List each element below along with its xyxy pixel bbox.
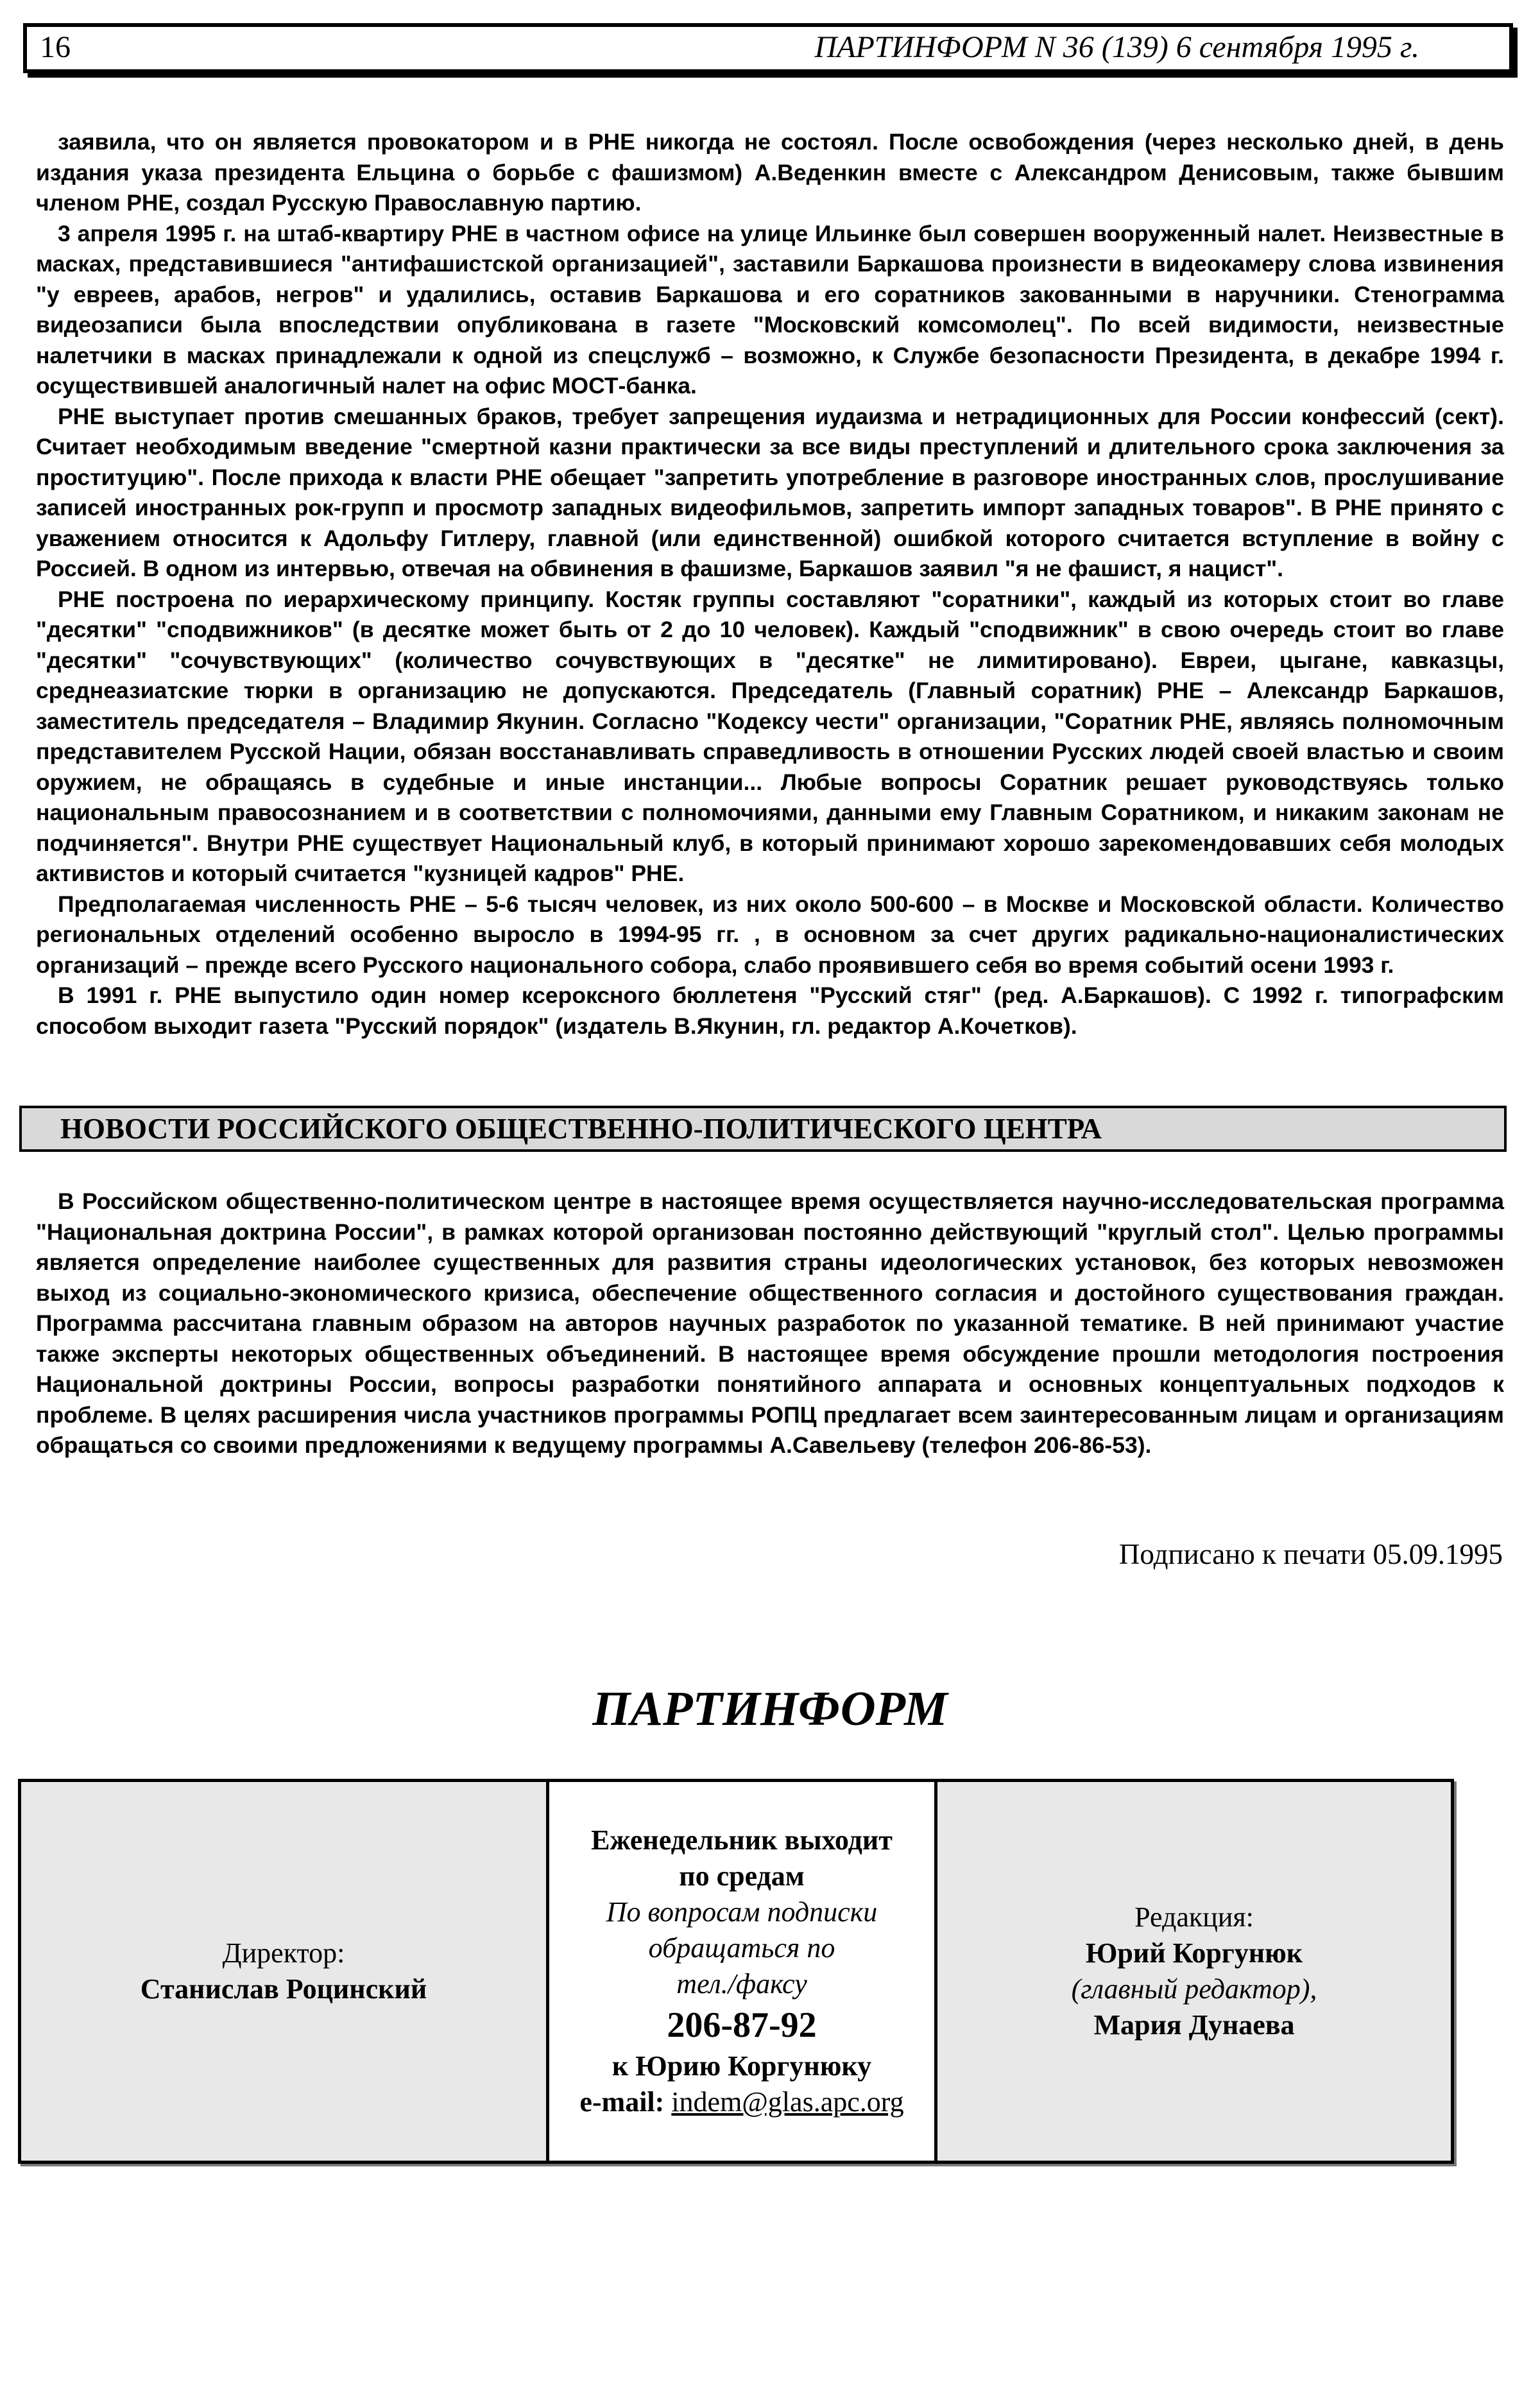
editor-role: (главный редактор), [1071, 1973, 1317, 2005]
phone-number: 206-87-92 [667, 2005, 817, 2045]
email-label: e-mail: [579, 2086, 665, 2118]
weekly-line-1: Еженедельник выходит [591, 1824, 893, 1856]
paragraph: РНЕ построена по иерархическому принципу. Костяк группы составляют "соратники", каждый из которых стоит во главе "десятки" "сподвижников" (в десятке может быть от 2 до 10 человек). Каждый "сподвижник" в свою очередь стоит во главе "десятки" "сочувствующих" (количество сочувствующих в "десятке" не лимитировано). Евреи, цыгане, кавказцы, среднеазиатские тюрки в организацию не допускаются. Председатель (Главный соратник) РНЕ – Александр Баркашов, заместитель председателя – Владимир Якунин. Согласно "Кодексу чести" организации, "Соратник РНЕ, являясь полномочным представителем Русской Нации, обязан восстанавливать справедливость в отношении Русских людей своей властью и своим оружием, не обращаясь в судебные и иные инстанции... Любые вопросы Соратник решает руководствуясь только национальным правосознанием и в соответствии с полномочиями, данными ему Главным Соратником, и никаким законам не подчиняется". Внутри РНЕ существует Национальный клуб, в который принимают хорошо зарекомендовавших себя молодых активистов и который считается "кузницей кадров" РНЕ. [36, 586, 1504, 886]
signed-date: Подписано к печати 05.09.1995 [1118, 1538, 1503, 1570]
director-label: Директор: [222, 1937, 345, 1969]
paragraph: В 1991 г. РНЕ выпустило один номер ксероксного бюллетеня "Русский стяг" (ред. А.Баркашов). С 1992 г. типографским способом выходит газета "Русский порядок" (издатель В.Якунин, гл. редактор А.Кочетков). [36, 982, 1504, 1039]
paragraph: Предполагаемая численность РНЕ – 5-6 тысяч человек, из них около 500-600 – в Москве и Московской области. Количество региональных отделений особенно выросло в 1994-95 гг. , в основном за счет других радикально-националистических организаций – прежде всего Русского национального собора, слабо проявившего себя во время событий осени 1993 г. [36, 891, 1504, 978]
news-body [36, 1187, 1504, 1461]
email-link[interactable]: indem@glas.apc.org [671, 2086, 904, 2118]
weekly-line-2: по средам [679, 1860, 805, 1892]
subscription-line-2: обращаться по [648, 1932, 835, 1964]
email-line [579, 2084, 903, 2120]
issue-title: ПАРТИНФОРМ N 36 (139) 6 сентября 1995 г. [814, 30, 1419, 64]
subscription-line-3: тел./факсу [676, 1968, 807, 2000]
section-heading: НОВОСТИ РОССИЙСКОГО ОБЩЕСТВЕННО-ПОЛИТИЧЕСКОГО ЦЕНТРА [19, 1106, 1507, 1152]
editorial-cell [937, 1782, 1451, 2161]
publication-cell [549, 1782, 937, 2161]
paragraph: РНЕ выступает против смешанных браков, требует запрещения иудаизма и нетрадиционных для России конфессий (сект). Считает необходимым введение "смертной казни практически за все виды преступлений и длительного срока заключения за проституцию". После прихода к власти РНЕ обещает "запретить употребление в разговоре иностранных слов, прослушивание записей иностранных рок-групп и просмотр западных видеофильмов, запретить импорт западных товаров". В РНЕ принято с уважением относится к Адольфу Гитлеру, главной (или единственной) ошибкой которого считается вступление в войну с Россией. В одном из интервью, отвечая на обвинения в фашизме, Баркашов заявил "я не фашист, я нацист". [36, 403, 1504, 581]
editor-name: Юрий Коргунюк [1085, 1937, 1303, 1969]
imprint-table [18, 1779, 1454, 2164]
contact-person: к Юрию Коргунюку [612, 2050, 872, 2082]
paragraph: В Российском общественно-политическом центре в настоящее время осуществляется научно-исследовательская программа "Национальная доктрина России", в рамках которой организован постоянно действующий "круглый стол". Целью программы является определение наиболее существенных для развития страны идеологических установок, без которых невозможен выход из социально-экономического кризиса, обеспечение общественного согласия и достойного существования граждан. Программа рассчитана главным образом на авторов научных разработок по указанной тематике. В ней принимают участие также эксперты некоторых общественных объединений. В настоящее время обсуждение прошли методология построения Национальной доктрины России, вопросы разработки понятийного аппарата и основных концептуальных подходов к проблеме. В целях расширения числа участников программы РОПЦ предлагает всем заинтересованным лицам и организациям обращаться со своими предложениями к ведущему программы А.Савельеву (телефон 206-86-53). [36, 1188, 1504, 1458]
masthead-title: ПАРТИНФОРМ [592, 1682, 948, 1736]
page-number: 16 [40, 30, 71, 64]
subscription-line-1: По вопросам подписки [606, 1896, 878, 1928]
director-name: Станислав Роцинский [140, 1973, 427, 2005]
paragraph: 3 апреля 1995 г. на штаб-квартиру РНЕ в частном офисе на улице Ильинке был совершен вооруженный налет. Неизвестные в масках, представившиеся "антифашистской организацией", заставили Баркашова произнести в видеокамеру слова извинения "у евреев, арабов, негров" и удалились, оставив Баркашова и его соратников закованными в наручники. Стенограмма видеозаписи была впоследствии опубликована в газете "Московский комсомолец". По всей видимости, неизвестные налетчики в масках принадлежали к одной из спецслужб – возможно, к Службе безопасности Президента, в декабре 1994 г. осуществившей аналогичный налет на офис МОСТ-банка. [36, 220, 1504, 398]
editor2-name: Мария Дунаева [1093, 2009, 1295, 2041]
page-header [23, 23, 1513, 73]
director-cell [21, 1782, 549, 2161]
editorial-label: Редакция: [1134, 1901, 1254, 1933]
paragraph: заявила, что он является провокатором и в РНЕ никогда не состоял. После освобождения (через несколько дней, в день издания указа президента Ельцина о борьбе с фашизмом) А.Веденкин вместе с Александром Денисовым, также бывшим членом РНЕ, создал Русскую Православную партию. [36, 129, 1504, 216]
article-body [36, 127, 1504, 1041]
